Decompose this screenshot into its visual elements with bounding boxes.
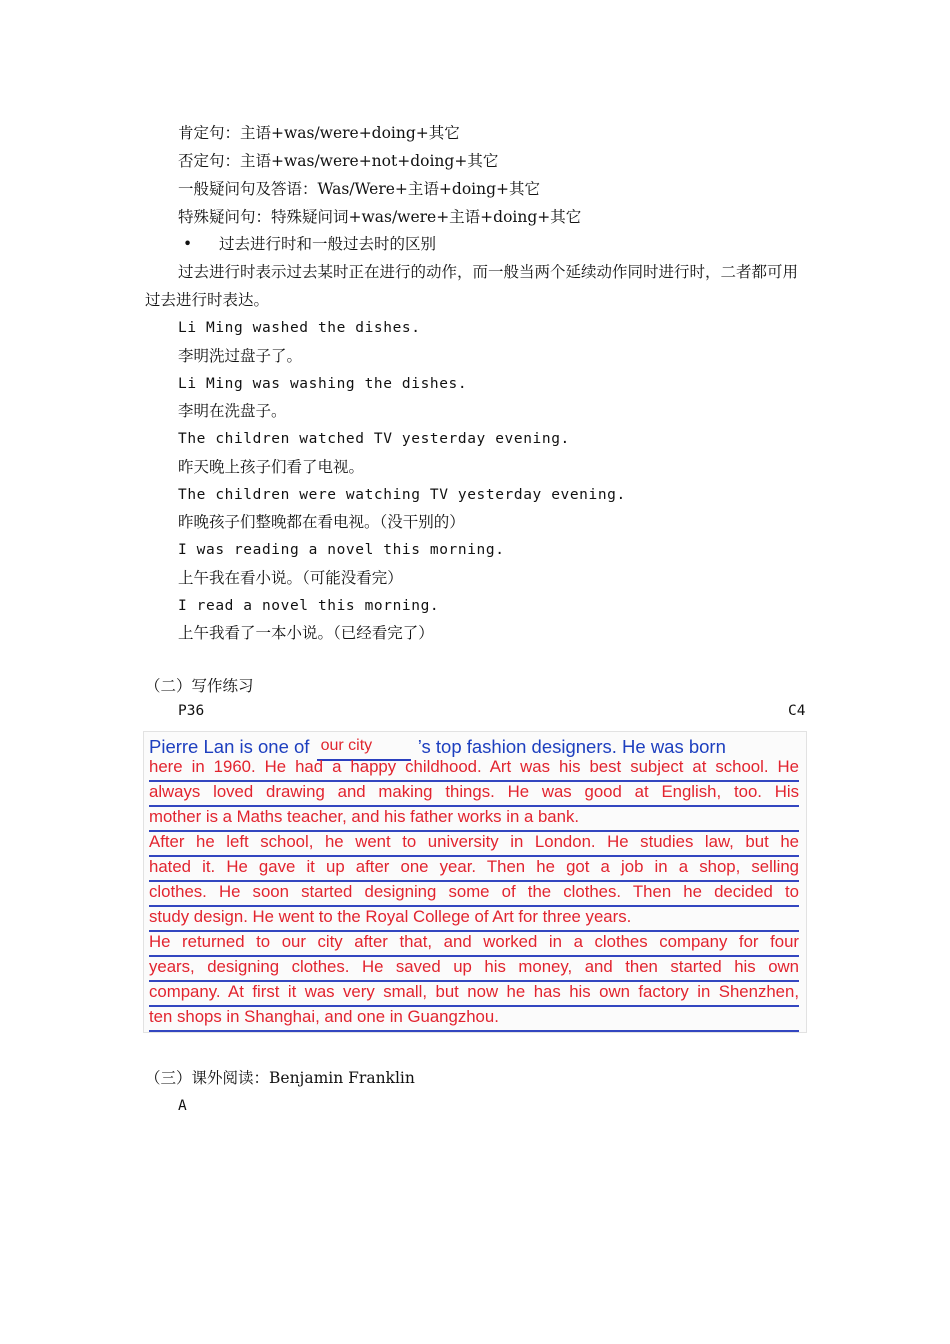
essay-line: clothes. He soon started designing some of the clothes. Then he decided to bbox=[149, 880, 799, 907]
essay-line: company. At first it was very small, but now he has his own factory in Shenzhen, bbox=[149, 980, 799, 1007]
example-zh-1: 李明洗过盘子了。 bbox=[178, 347, 303, 365]
essay-line: here in 1960. He had a happy childhood. Art was his best subject at school. He bbox=[149, 755, 799, 782]
example-en-4: The children were watching TV yesterday evening. bbox=[178, 487, 626, 503]
essay-line: After he left school, he went to university in London. He studies law, but he bbox=[149, 830, 799, 857]
example-zh-3: 昨天晚上孩子们看了电视。 bbox=[178, 458, 365, 476]
general-question-rule: 一般疑问句及答语：Was/Were+主语+doing+其它 bbox=[178, 180, 541, 198]
essay-line: years, designing clothes. He saved up his money, and then started his own bbox=[149, 955, 799, 982]
example-en-1: Li Ming washed the dishes. bbox=[178, 320, 421, 336]
essay-first-line-end: ’s top fashion designers. He was born bbox=[412, 736, 726, 757]
essay-line: always loved drawing and making things. He was good at English, too. His bbox=[149, 780, 799, 807]
reading-heading: （三）课外阅读：Benjamin Franklin bbox=[145, 1069, 415, 1087]
page-reference: P36 bbox=[178, 703, 205, 719]
example-en-5: I was reading a novel this morning. bbox=[178, 542, 505, 558]
example-en-6: I read a novel this morning. bbox=[178, 598, 440, 614]
writing-heading: （二）写作练习 bbox=[145, 677, 254, 695]
essay-first-line-start: Pierre Lan is one of bbox=[149, 736, 315, 757]
essay-line: hated it. He gave it up after one year. Then he got a job in a shop, selling bbox=[149, 855, 799, 882]
negative-rule: 否定句：主语+was/were+not+doing+其它 bbox=[178, 152, 499, 170]
essay-blank-answer: our city bbox=[317, 733, 411, 761]
essay-line: He returned to our city after that, and worked in a clothes company for four bbox=[149, 930, 799, 957]
bullet-icon: • bbox=[183, 235, 193, 253]
difference-heading-row bbox=[183, 234, 436, 254]
example-zh-4: 昨晚孩子们整晚都在看电视。（没干别的） bbox=[178, 513, 465, 531]
difference-heading: 过去进行时和一般过去时的区别 bbox=[219, 235, 437, 253]
writing-exercise-image bbox=[143, 731, 807, 1033]
example-zh-2: 李明在洗盘子。 bbox=[178, 402, 287, 420]
example-en-2: Li Ming was washing the dishes. bbox=[178, 376, 468, 392]
special-question-rule: 特殊疑问句：特殊疑问词+was/were+主语+doing+其它 bbox=[178, 208, 582, 226]
essay-line: study design. He went to the Royal College of Art for three years. bbox=[149, 905, 799, 932]
explanation-paragraph: 过去进行时表示过去某时正在进行的动作，而一般当两个延续动作同时进行时，二者都可用过去进行时表达。 bbox=[145, 263, 799, 309]
example-zh-6: 上午我看了一本小说。（已经看完了） bbox=[178, 624, 434, 642]
example-zh-5: 上午我在看小说。（可能没看完） bbox=[178, 569, 403, 587]
exercise-reference: C4 bbox=[788, 703, 806, 719]
example-en-3: The children watched TV yesterday evening. bbox=[178, 431, 570, 447]
essay-line: ten shops in Shanghai, and one in Guangzhou. bbox=[149, 1005, 799, 1032]
reading-section-label: A bbox=[178, 1098, 188, 1114]
affirmative-rule: 肯定句：主语+was/were+doing+其它 bbox=[178, 124, 460, 142]
essay-line: mother is a Maths teacher, and his father works in a bank. bbox=[149, 805, 799, 832]
